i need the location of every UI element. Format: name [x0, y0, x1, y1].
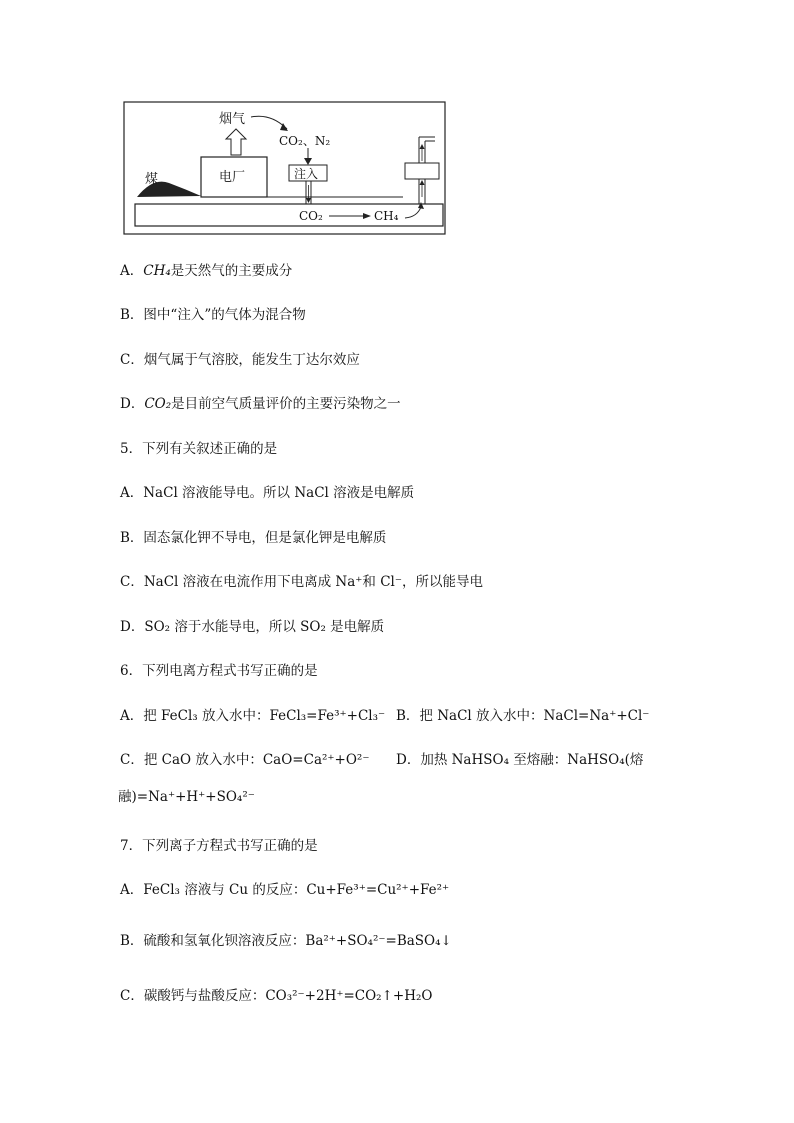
q4-option-d-formula: CO₂ [144, 396, 172, 412]
q4-option-a: A．CH₄是天然气的主要成分 [120, 263, 293, 279]
flue-gas-up-arrow [226, 129, 246, 155]
co2-label: CO₂ [299, 209, 323, 223]
q7-option-b: B．硫酸和氢氧化钡溶液反应：Ba²⁺+SO₄²⁻=BaSO₄↓ [120, 933, 452, 949]
q6-option-b: B．把 NaCl 放入水中：NaCl=Na⁺+Cl⁻ [396, 708, 650, 724]
extraction-box [405, 163, 439, 179]
q6-stem: 6．下列电离方程式书写正确的是 [120, 663, 318, 679]
flue-gas-label: 烟气 [219, 112, 246, 127]
coal-label: 煤 [145, 172, 159, 187]
q4-option-a-formula: CH₄ [143, 263, 171, 279]
q4-option-d: D．CO₂是目前空气质量评价的主要污染物之一 [120, 396, 401, 412]
q7-option-a: A．FeCl₃ 溶液与 Cu 的反应：Cu+Fe³⁺=Cu²⁺+Fe²⁺ [120, 882, 450, 898]
q6-option-d-part2: 融)=Na⁺+H⁺+SO₄²⁻ [118, 789, 255, 805]
q4-option-b: B．图中“注入”的气体为混合物 [120, 307, 306, 323]
q7-stem: 7．下列离子方程式书写正确的是 [120, 838, 318, 854]
q5-stem: 5．下列有关叙述正确的是 [120, 441, 278, 457]
q5-option-a: A．NaCl 溶液能导电。所以 NaCl 溶液是电解质 [120, 485, 415, 501]
inject-label: 注入 [294, 167, 319, 181]
ch4-label: CH₄ [374, 209, 399, 223]
q6-option-d-part1: D．加热 NaHSO₄ 至熔融：NaHSO₄(熔 [396, 752, 644, 768]
q6-option-c: C．把 CaO 放入水中：CaO=Ca²⁺+O²⁻ [120, 752, 370, 768]
q5-option-c: C．NaCl 溶液在电流作用下电离成 Na⁺和 Cl⁻，所以能导电 [120, 574, 483, 590]
q5-option-d: D．SO₂ 溶于水能导电，所以 SO₂ 是电解质 [120, 619, 385, 635]
power-plant-label: 电厂 [219, 170, 246, 185]
q4-option-c: C．烟气属于气溶胶，能发生丁达尔效应 [120, 352, 360, 368]
carbon-capture-diagram [123, 101, 447, 237]
q7-option-c: C．碳酸钙与盐酸反应：CO₃²⁻+2H⁺=CO₂↑+H₂O [120, 988, 433, 1004]
q5-option-b: B．固态氯化钾不导电，但是氯化钾是电解质 [120, 530, 387, 546]
injected-gases-label: CO₂、N₂ [279, 134, 331, 148]
q6-option-a: A．把 FeCl₃ 放入水中：FeCl₃=Fe³⁺+Cl₃⁻ [120, 708, 386, 724]
